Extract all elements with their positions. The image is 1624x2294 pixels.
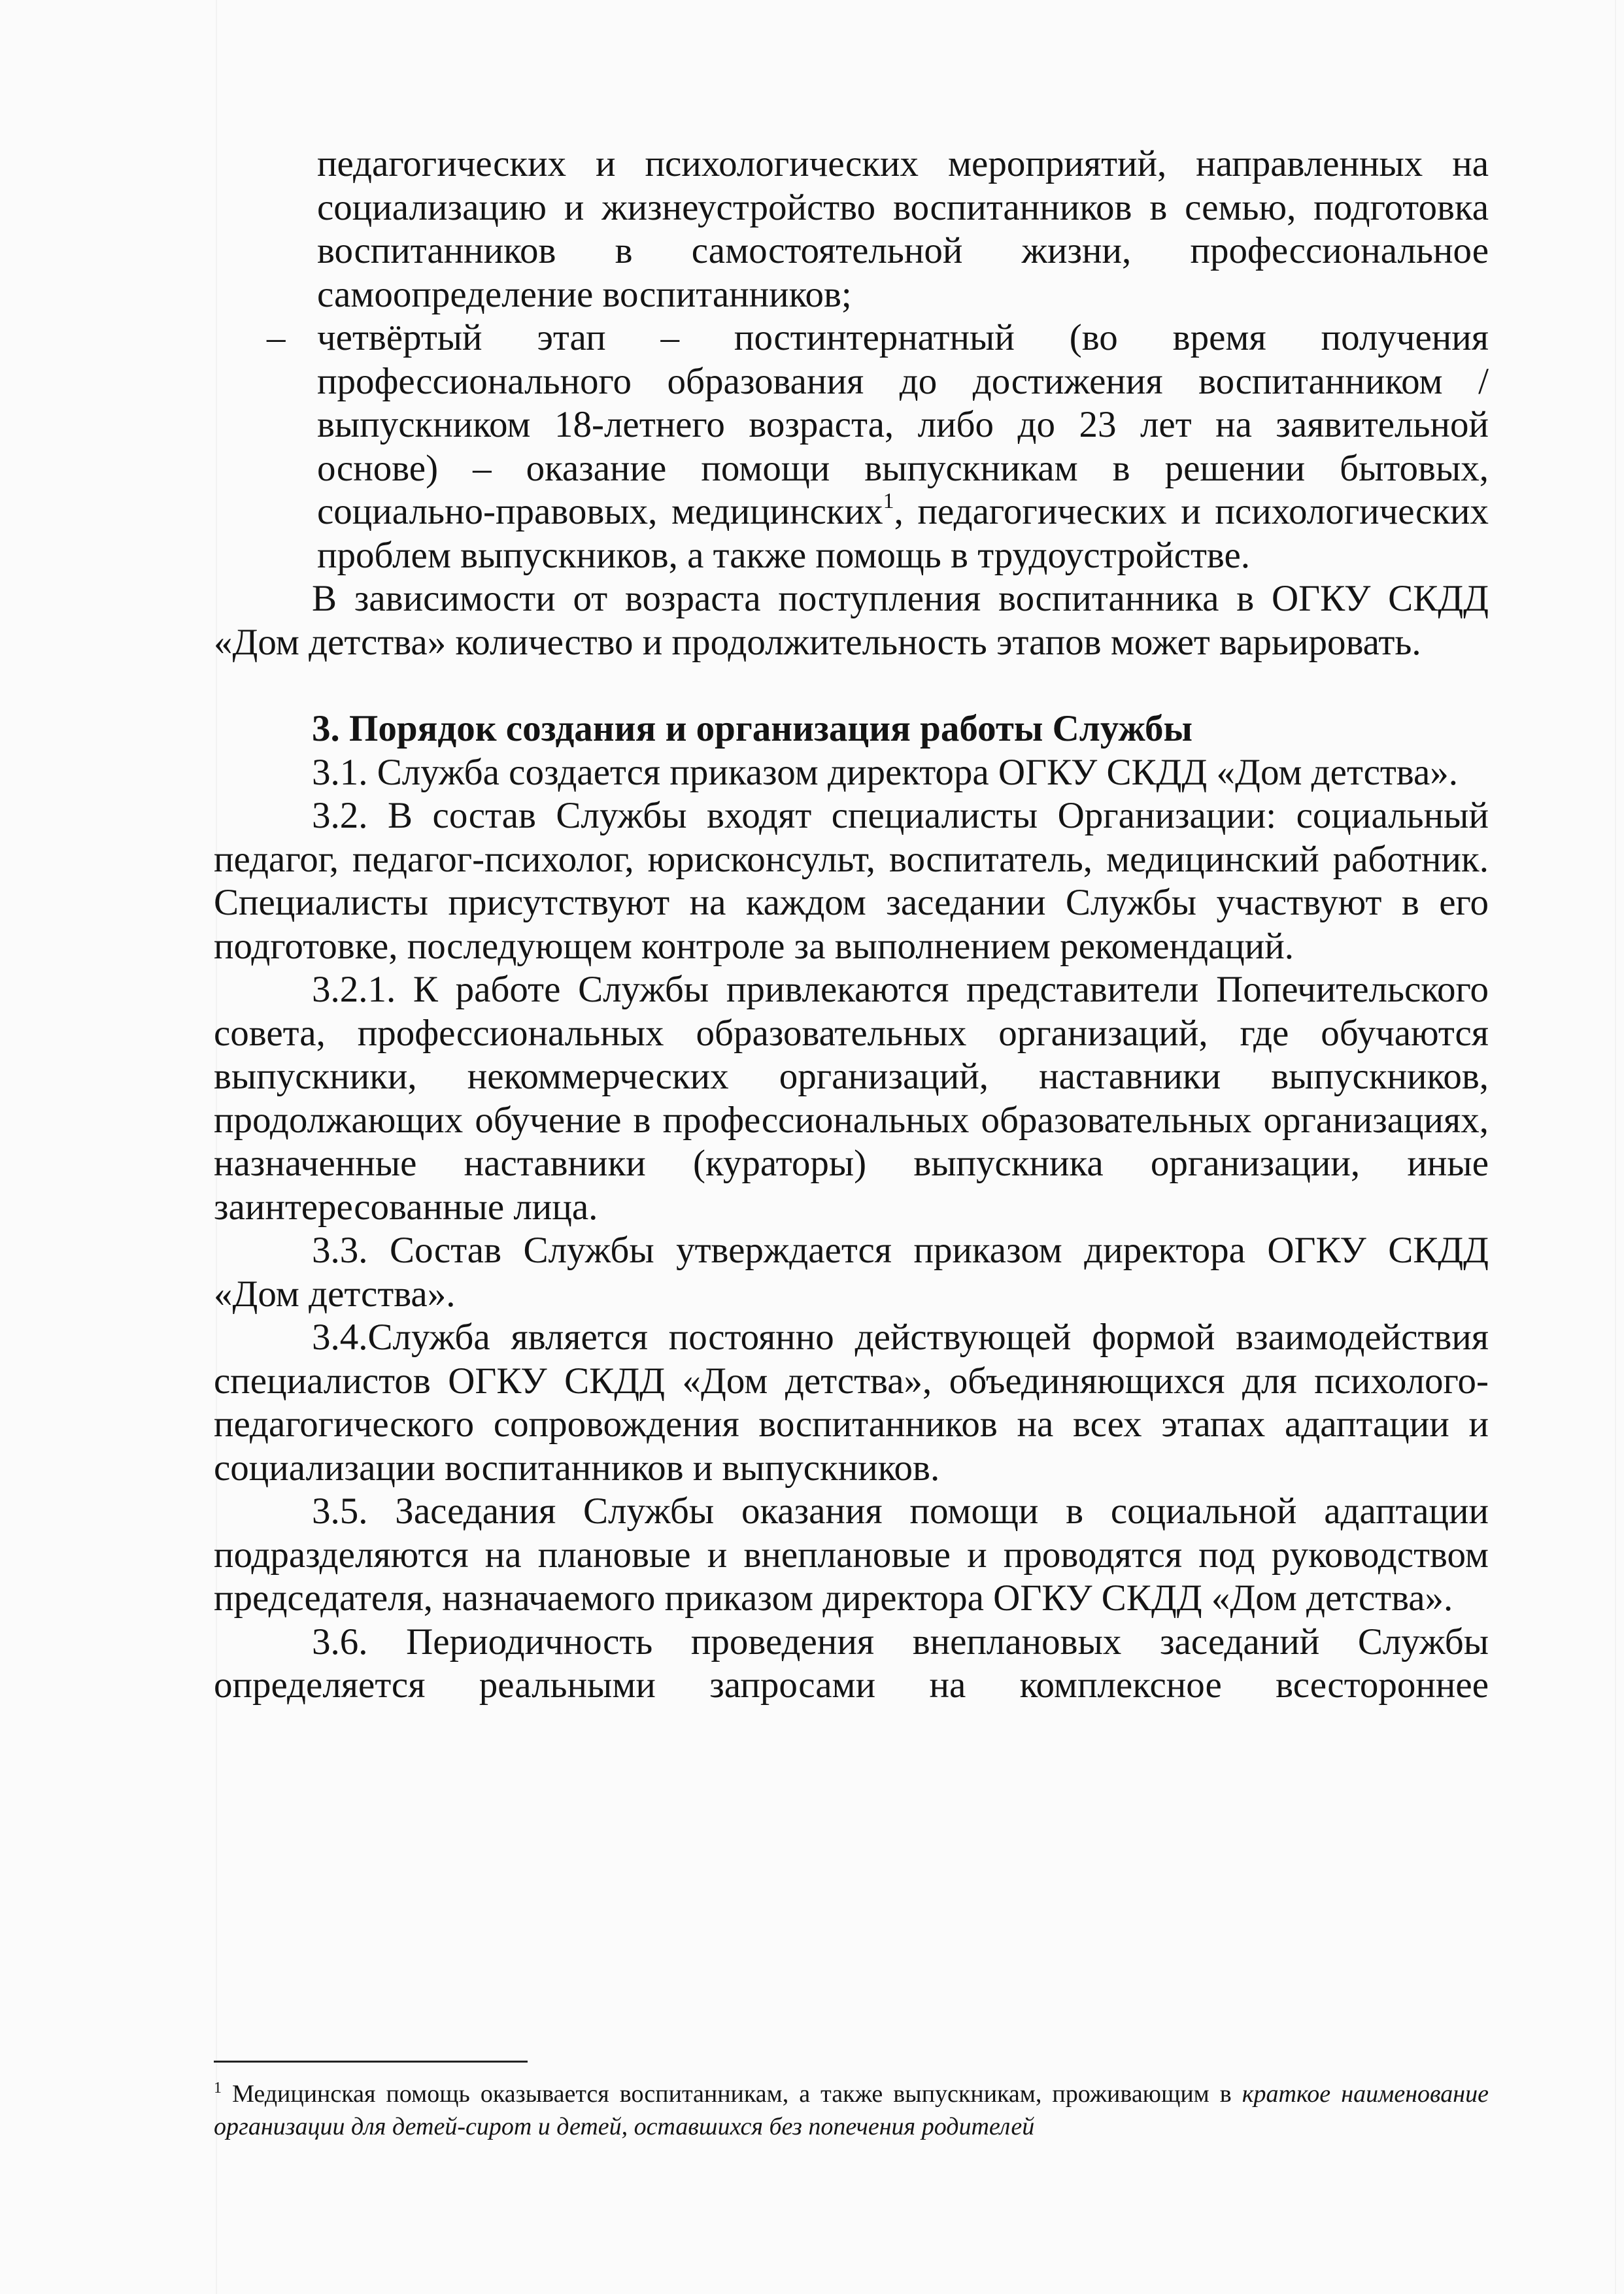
scan-artifact xyxy=(1615,0,1616,2294)
footnote-number: 1 xyxy=(214,2080,222,2097)
footnote-italic-text: краткое наименование организации для детей-сирот и детей, оставшихся без попечения родителей xyxy=(214,2080,1489,2140)
section-heading: 3. Порядок создания и организация работы Службы xyxy=(312,708,1193,749)
footnote-separator xyxy=(214,2061,528,2063)
paragraph-3-3: 3.3. Состав Службы утверждается приказом директора ОГКУ СКДД «Дом детства». xyxy=(214,1230,1489,1315)
list-item-continuation: педагогических и психологических мероприятий, направленных на социализацию и жизнеустройство воспитанников в семью, подготовка воспитанников в самостоятельной жизни, профессиональное самоопределение воспитанников; xyxy=(317,143,1489,315)
list-item-text: четвёртый этап – постинтернатный (во время получения профессионального образования до достижения воспитанником /выпускником 18-летнего возраста, либо до 23 лет на заявительной основе) – оказание помощи выпускникам в решении бытовых, социально-правовых, медицинских xyxy=(317,317,1489,532)
paragraph-3-6: 3.6. Периодичность проведения внеплановых заседаний Службы определяется реальными запросами на комплексное всестороннее xyxy=(214,1621,1489,1706)
list-item-text-continued: , педагогических и психологических проблем выпускников, а также помощь в трудоустройстве. xyxy=(317,491,1489,576)
paragraph-3-2-1: 3.2.1. К работе Службы привлекаются представители Попечительского совета, профессиональных образовательных организаций, где обучаются выпускники, некоммерческих организаций, наставники выпускников, продолжающих обучение в профессиональных образовательных организациях, назначенные наставники (кураторы) выпускника организации, иные заинтересованные лица. xyxy=(214,969,1489,1228)
footnote-reference[interactable]: 1 xyxy=(883,489,894,513)
list-item xyxy=(214,316,1489,577)
spacer xyxy=(214,664,1489,707)
list-dash-marker: – xyxy=(267,317,286,358)
closing-paragraph: В зависимости от возраста поступления воспитанника в ОГКУ СКДД «Дом детства» количество и продолжительность этапов может варьировать. xyxy=(214,578,1489,663)
footnote-text: Медицинская помощь оказывается воспитанникам, а также выпускникам, проживающим в xyxy=(232,2080,1242,2108)
footnote xyxy=(214,2078,1489,2143)
paragraph-3-4: 3.4.Служба является постоянно действующей формой взаимодействия специалистов ОГКУ СКДД «Дом детства», объединяющихся для психолого-педагогического сопровождения воспитанников на всех этапах адаптации и социализации воспитанников и выпускников. xyxy=(214,1317,1489,1489)
paragraph-3-5: 3.5. Заседания Службы оказания помощи в социальной адаптации подразделяются на плановые и внеплановые и проводятся под руководством председателя, назначаемого приказом директора ОГКУ СКДД «Дом детства». xyxy=(214,1491,1489,1619)
body-text xyxy=(214,143,1489,1708)
paragraph-3-1: 3.1. Служба создается приказом директора ОГКУ СКДД «Дом детства». xyxy=(312,751,1459,793)
paragraph-3-2: 3.2. В состав Службы входят специалисты Организации: социальный педагог, педагог-психолог, юрисконсульт, воспитатель, медицинский работник. Специалисты присутствуют на каждом заседании Службы участвуют в его подготовке, последующем контроле за выполнением рекомендаций. xyxy=(214,795,1489,967)
